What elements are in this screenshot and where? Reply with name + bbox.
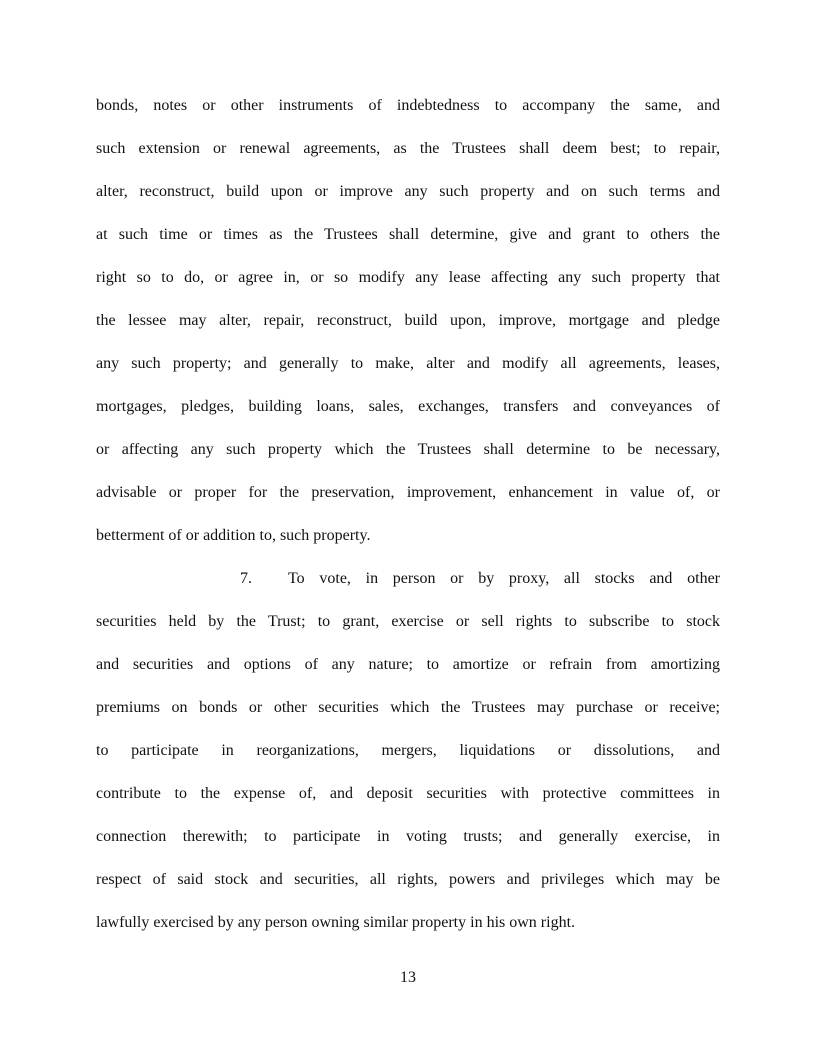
text-line: right so to do, or agree in, or so modify any lease affecting any such property that (96, 269, 720, 286)
text-line: alter, reconstruct, build upon or improve any such property and on such terms and (96, 183, 720, 200)
paragraph-7-first-line (240, 567, 720, 591)
text-line: mortgages, pledges, building loans, sales, exchanges, transfers and conveyances of (96, 398, 720, 415)
text-line: betterment of or addition to, such property. (96, 527, 371, 544)
text-line: advisable or proper for the preservation, improvement, enhancement in value of, or (96, 484, 720, 501)
text-line: connection therewith; to participate in voting trusts; and generally exercise, in (96, 828, 720, 845)
text-line: at such time or times as the Trustees shall determine, give and grant to others the (96, 226, 720, 243)
text-line: or affecting any such property which the Trustees shall determine to be necessary, (96, 441, 720, 458)
paragraph-7-lead-text: To vote, in person or by proxy, all stocks and other (288, 570, 720, 587)
text-line: securities held by the Trust; to grant, exercise or sell rights to subscribe to stock (96, 613, 720, 630)
text-line: any such property; and generally to make, alter and modify all agreements, leases, (96, 355, 720, 372)
text-line: lawfully exercised by any person owning similar property in his own right. (96, 914, 576, 931)
text-line: bonds, notes or other instruments of indebtedness to accompany the same, and (96, 97, 720, 114)
text-line: respect of said stock and securities, all rights, powers and privileges which may be (96, 871, 720, 888)
text-line: and securities and options of any nature; to amortize or refrain from amortizing (96, 656, 720, 673)
text-line: to participate in reorganizations, mergers, liquidations or dissolutions, and (96, 742, 720, 759)
text-line: premiums on bonds or other securities which the Trustees may purchase or receive; (96, 699, 720, 716)
text-line: such extension or renewal agreements, as the Trustees shall deem best; to repair, (96, 140, 720, 157)
paragraph-number: 7. (240, 570, 252, 587)
page-number: 13 (400, 969, 416, 986)
text-line: the lessee may alter, repair, reconstruct, build upon, improve, mortgage and pledge (96, 312, 720, 329)
text-line: contribute to the expense of, and deposit securities with protective committees in (96, 785, 720, 802)
